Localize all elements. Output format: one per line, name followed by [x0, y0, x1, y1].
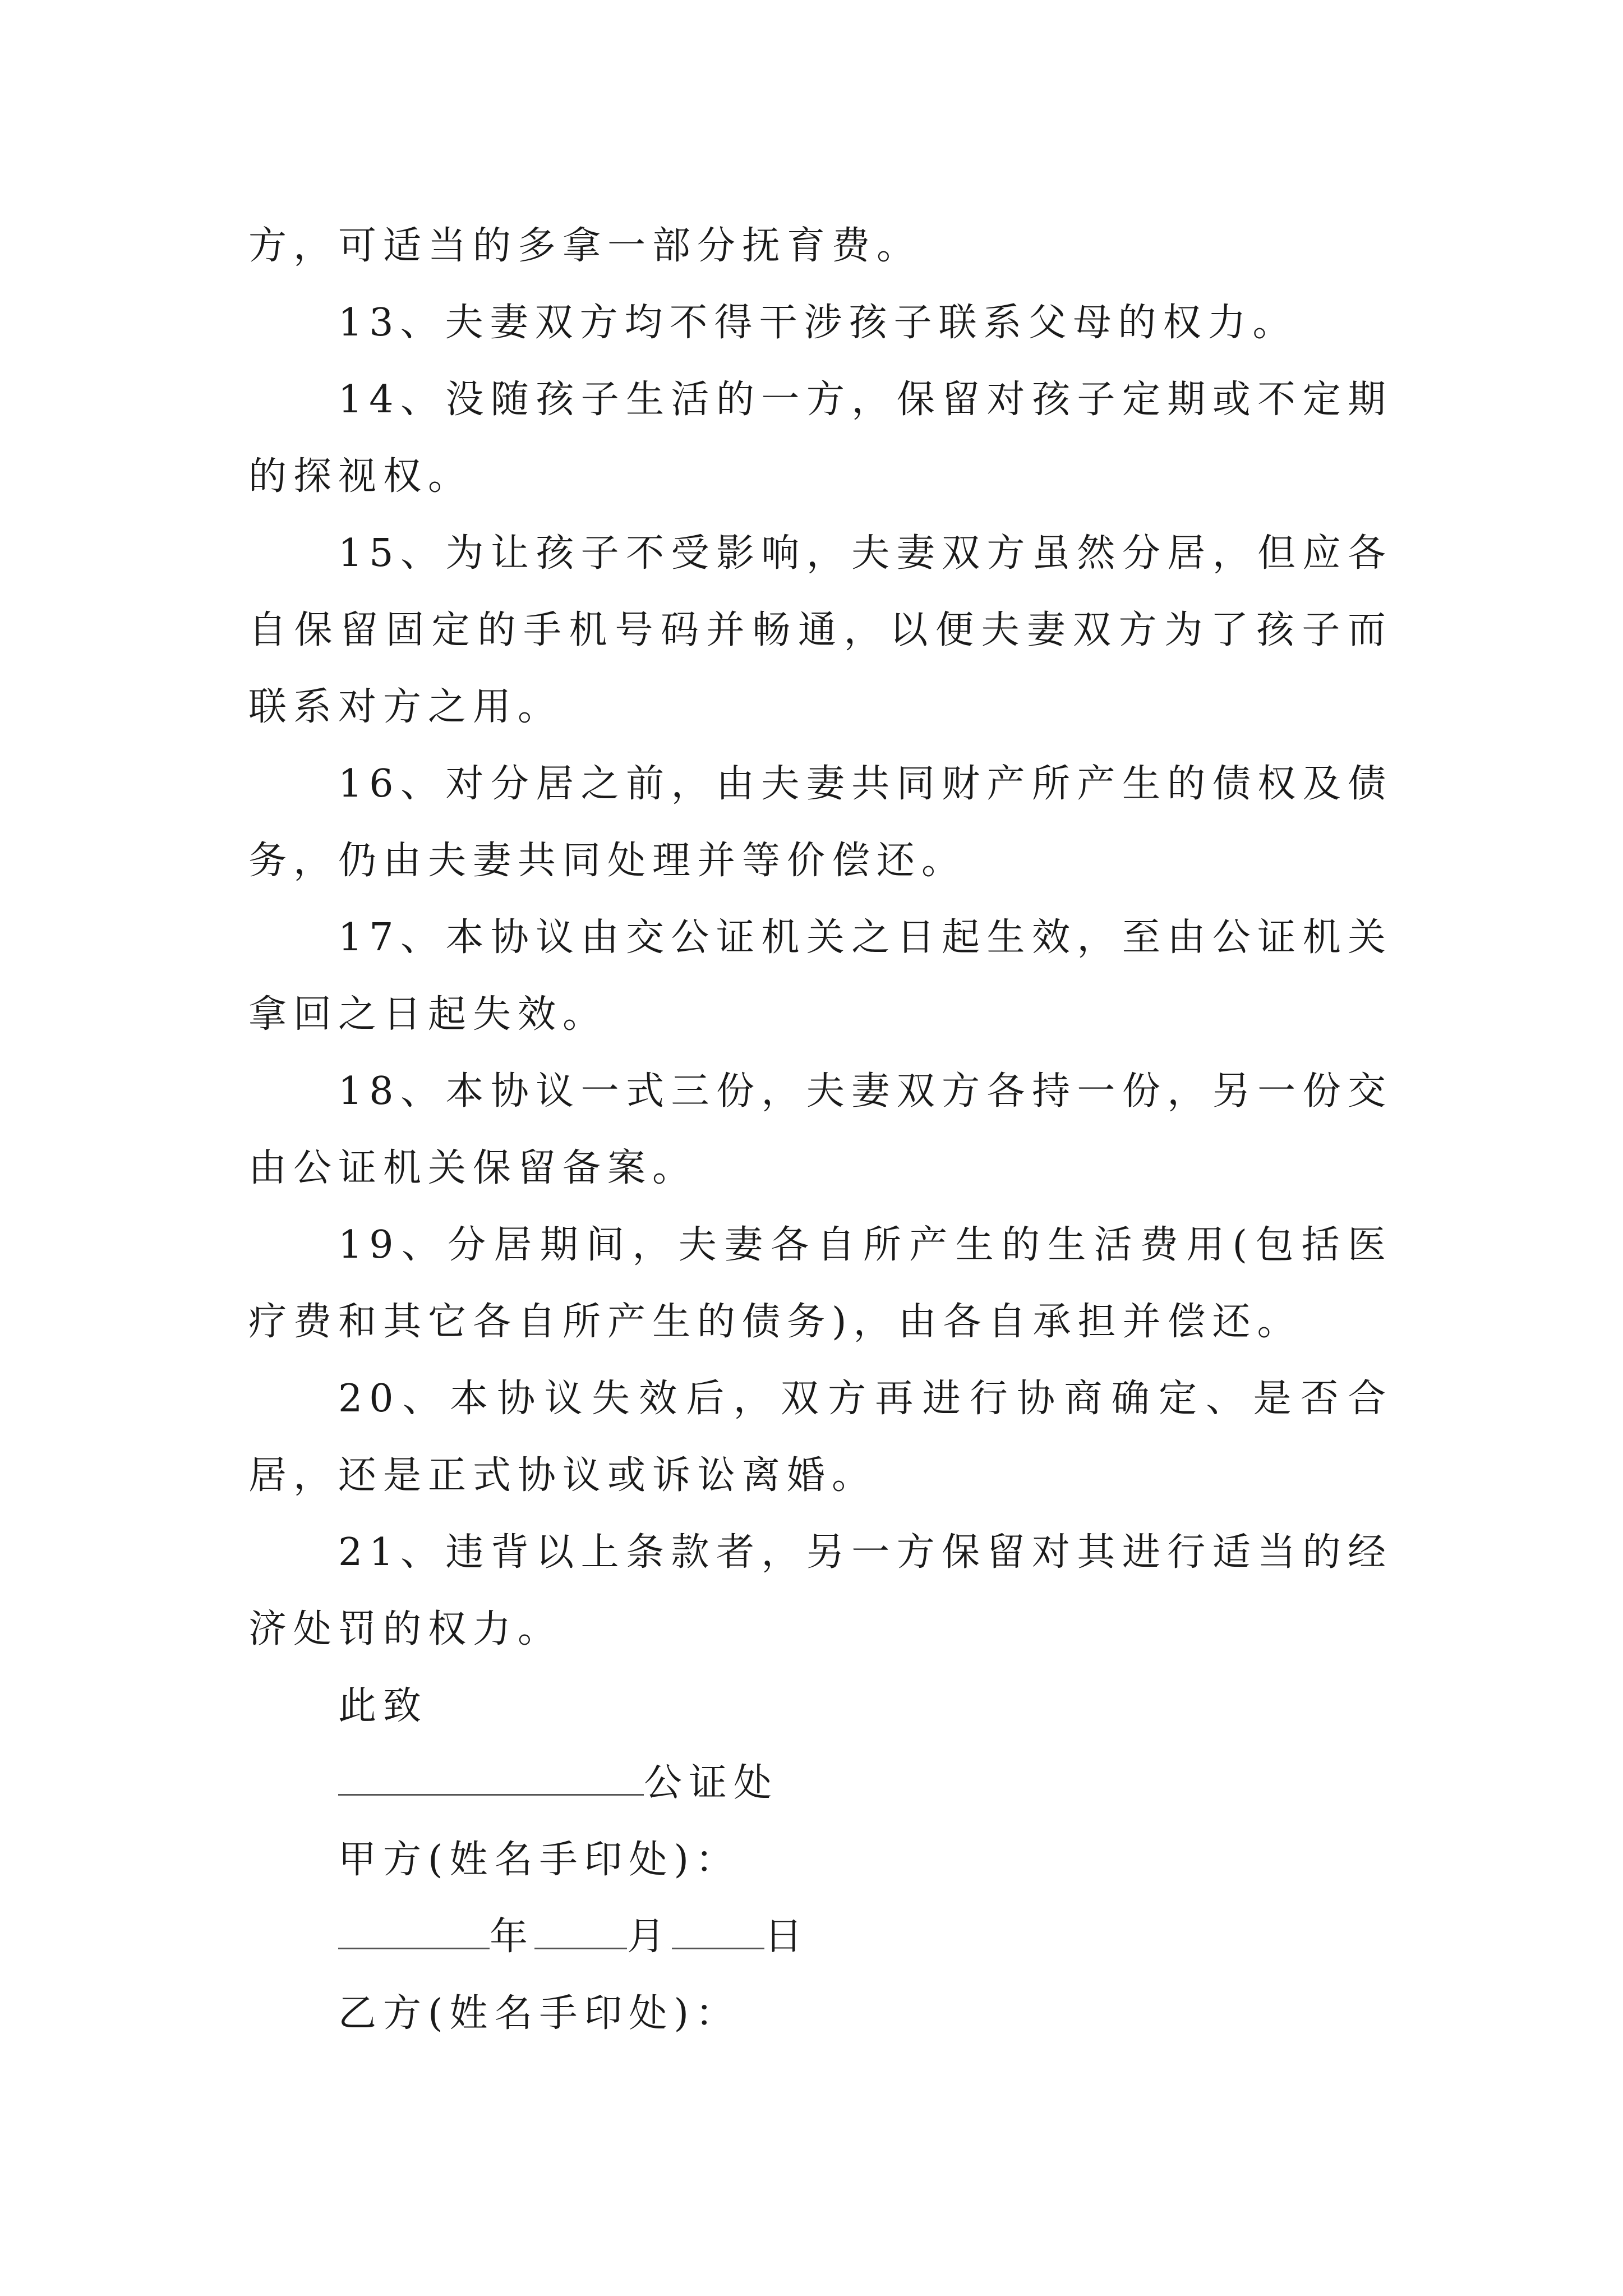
- month-label: 月: [627, 1915, 672, 1959]
- paragraph-continuation: 方，可适当的多拿一部分抚育费。: [248, 224, 922, 268]
- year-label: 年: [490, 1915, 535, 1959]
- notary-line: [248, 1745, 1393, 1821]
- clause-21: 21、违背以上条款者，另一方保留对其进行适当的经济处罚的权力。: [248, 1530, 1393, 1651]
- month-blank: [534, 1914, 627, 1949]
- party-b-signature-line: [248, 1975, 1393, 2052]
- clause-14: 14、没随孩子生活的一方，保留对孩子定期或不定期的探视权。: [248, 378, 1393, 499]
- year-blank: [338, 1914, 490, 1949]
- party-a-label: 甲方(姓名手印处)：: [338, 1838, 741, 1882]
- clause-17: 17、本协议由交公证机关之日起生效，至由公证机关拿回之日起失效。: [248, 915, 1393, 1037]
- clause-20: 20、本协议失效后，双方再进行协商确定、是否合居，还是正式协议或诉讼离婚。: [248, 1377, 1393, 1498]
- clause-16: 16、对分居之前，由夫妻共同财产所产生的债权及债务，仍由夫妻共同处理并等价偿还。: [248, 762, 1393, 883]
- day-blank: [672, 1914, 764, 1949]
- notary-name-blank: [338, 1760, 644, 1796]
- closing-text: 此致: [338, 1684, 428, 1728]
- closing-salutation: [248, 1668, 1393, 1745]
- clause-18: 18、本协议一式三份，夫妻双方各持一份，另一份交由公证机关保留备案。: [248, 1069, 1393, 1190]
- clause-15: 15、为让孩子不受影响，夫妻双方虽然分居，但应各自保留固定的手机号码并畅通，以便夫妻双方为了孩子而联系对方之用。: [248, 531, 1393, 729]
- party-a-signature-line: [248, 1821, 1393, 1898]
- clause-13: 13、夫妻双方均不得干涉孩子联系父母的权力。: [338, 301, 1298, 345]
- date-line: [248, 1898, 1393, 1975]
- day-label: 日: [764, 1915, 810, 1959]
- clause-19: 19、分居期间，夫妻各自所产生的生活费用(包括医疗费和其它各自所产生的债务)，由各自承担并偿还。: [248, 1223, 1393, 1344]
- document-body: [248, 208, 1393, 2052]
- notary-suffix: 公证处: [644, 1761, 779, 1805]
- party-b-label: 乙方(姓名手印处)：: [338, 1991, 741, 2036]
